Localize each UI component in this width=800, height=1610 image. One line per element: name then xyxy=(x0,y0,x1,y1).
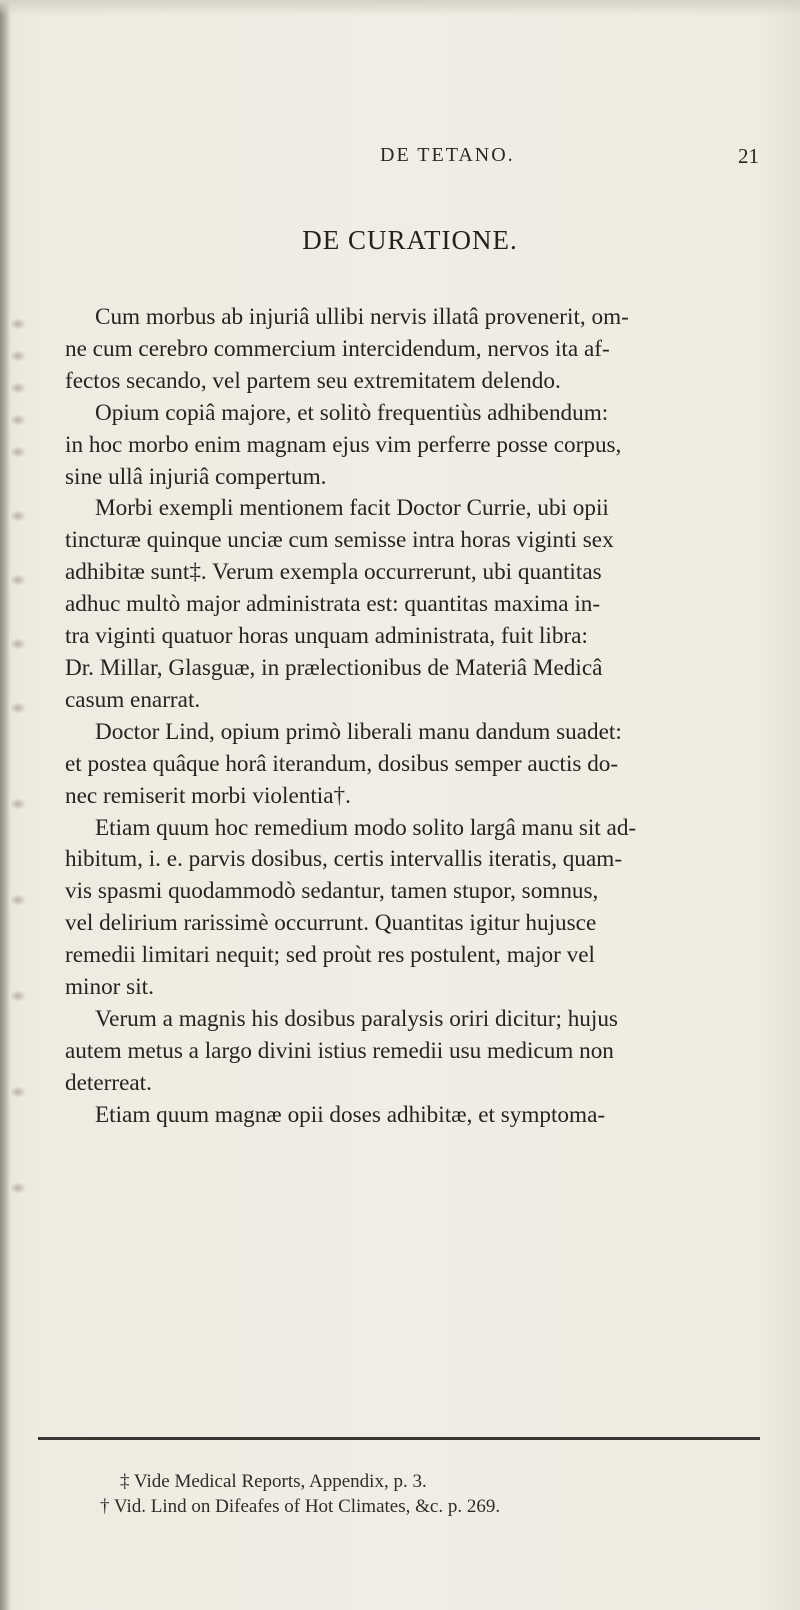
paragraph-line: sine ullâ injuriâ compertum. xyxy=(65,463,327,490)
page-top-shadow xyxy=(0,0,800,16)
paragraph-line: et postea quâque horâ iterandum, dosibus semper auctis do- xyxy=(65,750,619,777)
page-number: 21 xyxy=(738,144,759,168)
footnotes xyxy=(90,1469,740,1519)
paragraph xyxy=(65,1004,737,1100)
paragraph-line: adhuc multò major administrata est: quantitas maxima in- xyxy=(65,591,601,618)
bleed-mark xyxy=(10,638,26,650)
bleed-mark xyxy=(10,350,26,362)
footnote: ‡ Vide Medical Reports, Appendix, p. 3. xyxy=(120,1471,427,1492)
bleed-mark xyxy=(10,318,26,330)
paragraph xyxy=(65,1100,737,1132)
paragraph xyxy=(65,493,737,716)
bleed-mark xyxy=(10,702,26,714)
footnote-rule xyxy=(38,1437,760,1440)
body-text xyxy=(65,302,737,1132)
footnote: † Vid. Lind on Difeafes of Hot Climates, &c. p. 269. xyxy=(100,1496,501,1517)
running-head xyxy=(0,144,800,174)
paragraph-line: Opium copiâ majore, et solitò frequentiùs adhibendum: xyxy=(95,399,609,426)
paragraph-line: Cum morbus ab injuriâ ullibi nervis illatâ provenerit, om- xyxy=(95,304,629,330)
paragraph-line: Etiam quum magnæ opii doses adhibitæ, et symptoma- xyxy=(95,1101,606,1128)
paragraph-line: in hoc morbo enim magnam ejus vim perferre posse corpus, xyxy=(65,431,622,458)
paragraph-line: hibitum, i. e. parvis dosibus, certis intervallis iteratis, quam- xyxy=(65,846,623,873)
paragraph-line: autem metus a largo divini istius remedii usu medicum non xyxy=(65,1037,614,1064)
paragraph-line: nec remiserit morbi violentia†. xyxy=(65,782,351,809)
bleed-mark xyxy=(10,798,26,810)
paragraph xyxy=(65,717,737,813)
paragraph-line: Etiam quum hoc remedium modo solito largâ manu sit ad- xyxy=(95,814,637,841)
margin-bleed-marks xyxy=(10,300,38,1460)
paragraph-line: minor sit. xyxy=(65,974,154,1001)
running-title: DE TETANO. xyxy=(380,144,515,166)
bleed-mark xyxy=(10,414,26,426)
bleed-mark xyxy=(10,990,26,1002)
bleed-mark xyxy=(10,510,26,522)
bleed-mark xyxy=(10,1182,26,1194)
paragraph-line: remedii limitari nequit; sed proùt res postulent, major vel xyxy=(65,942,595,969)
paragraph xyxy=(65,398,737,494)
paragraph xyxy=(65,813,737,1004)
paragraph-line: adhibitæ sunt‡. Verum exempla occurrerunt, ubi quantitas xyxy=(65,559,602,586)
paragraph-line: vis spasmi quodammodò sedantur, tamen stupor, somnus, xyxy=(65,878,599,905)
paragraph-line: Morbi exempli mentionem facit Doctor Currie, ubi opii xyxy=(95,495,609,522)
paragraph xyxy=(65,302,737,398)
bleed-mark xyxy=(10,574,26,586)
bleed-mark xyxy=(10,382,26,394)
bleed-mark xyxy=(10,446,26,458)
paragraph-line: fectos secando, vel partem seu extremitatem delendo. xyxy=(65,367,561,394)
paragraph-line: Dr. Millar, Glasguæ, in prælectionibus de Materiâ Medicâ xyxy=(65,654,603,681)
paragraph-line: casum enarrat. xyxy=(65,686,201,713)
paragraph-line: vel delirium rarissimè occurrunt. Quantitas igitur hujusce xyxy=(65,910,597,937)
paragraph-line: ne cum cerebro commercium intercidendum, nervos ita af- xyxy=(65,335,610,362)
paragraph-line: Verum a magnis his dosibus paralysis oriri dicitur; hujus xyxy=(95,1005,618,1032)
paragraph-line: Doctor Lind, opium primò liberali manu dandum suadet: xyxy=(95,718,622,745)
section-heading: DE CURATIONE. xyxy=(302,225,518,255)
paragraph-line: tra viginti quatuor horas unquam administrata, fuit libra: xyxy=(65,623,588,650)
bleed-mark xyxy=(10,894,26,906)
paragraph-line: deterreat. xyxy=(65,1069,152,1096)
paragraph-line: tincturæ quinque unciæ cum semisse intra horas viginti sex xyxy=(65,527,614,554)
bleed-mark xyxy=(10,1086,26,1098)
